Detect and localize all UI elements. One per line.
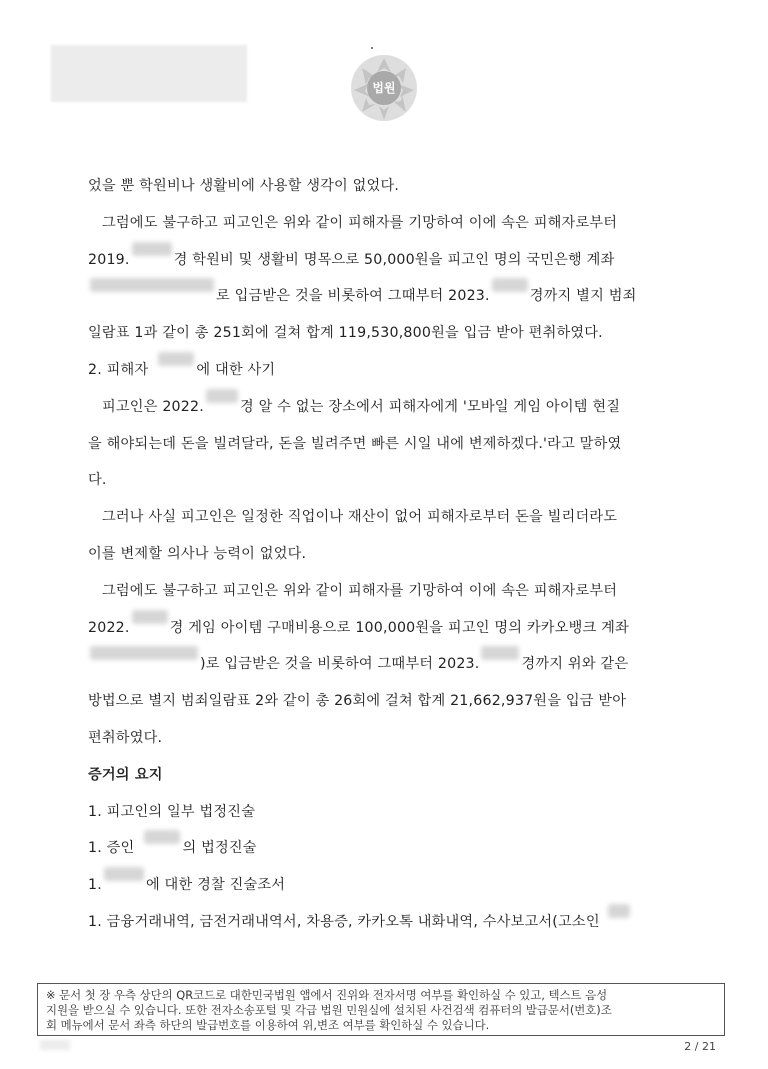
evidence-item — [88, 830, 688, 867]
redacted-date — [206, 389, 238, 403]
text-segment: 에 대한 경찰 진술조서 — [145, 877, 286, 894]
text-segment: 2022. — [88, 619, 130, 636]
text-line — [88, 499, 688, 536]
text-segment: )로 입금받은 것을 비롯하여 그때부터 2023. — [200, 656, 480, 673]
text-segment: 1. 금융거래내역, 금전거래내역서, 차용증, 카카오톡 내화내역, 수사보고서(고소인 — [88, 913, 600, 930]
text-segment: 경까지 별지 범죄 — [529, 288, 637, 305]
notice-line: 지원을 받으실 수 있습니다. 또한 전자소송포털 및 각급 법원 민원실에 설치된 사건검색 컴퓨터의 발급문서(번호)조 — [46, 1003, 612, 1018]
page-number: 2 / 21 — [684, 1040, 716, 1053]
text-segment: 경 알 수 없는 장소에서 피해자에게 '모바일 게임 아이템 현질 — [239, 398, 621, 415]
text-line — [88, 462, 688, 499]
text-line — [88, 720, 688, 757]
redacted-account — [90, 646, 198, 660]
court-seal-logo — [346, 50, 422, 126]
text-segment: 피고인은 2022. — [102, 398, 204, 415]
text-line — [88, 610, 688, 647]
text-segment: 로 입금받은 것을 비롯하여 그때부터 2023. — [216, 288, 490, 305]
text-line — [88, 646, 688, 683]
redacted-account — [90, 278, 214, 292]
text-segment: 이를 변제할 의사나 능력이 없었다. — [88, 545, 307, 562]
redacted-name — [104, 867, 144, 881]
text-line — [88, 205, 688, 242]
redacted-issue-number — [40, 1040, 70, 1050]
text-segment: 에 대한 사기 — [196, 361, 276, 378]
text-segment: 증거의 요지 — [88, 766, 163, 783]
notice-line: 회 메뉴에서 문서 좌측 하단의 발급번호를 이용하여 위,변조 여부를 확인하실 수 있습니다. — [46, 1018, 490, 1033]
text-line — [88, 573, 688, 610]
text-segment: 그러나 사실 피고인은 일정한 직업이나 재산이 없어 피해자로부터 돈을 빌리더라도 — [102, 509, 618, 526]
text-segment: 을 해야되는데 돈을 빌려달라, 돈을 빌려주면 빠른 시일 내에 변제하겠다.'라고 말하였 — [88, 435, 622, 452]
text-segment: 경 학원비 및 생활비 명목으로 50,000원을 피고인 명의 국민은행 계좌 — [173, 251, 615, 268]
evidence-item — [88, 904, 688, 941]
text-line — [88, 536, 688, 573]
text-segment: 었을 뿐 학원비나 생활비에 사용할 생각이 없었다. — [88, 178, 400, 194]
text-segment: 1. 증인 — [88, 840, 135, 857]
redacted-date — [492, 278, 528, 292]
text-line — [88, 426, 688, 463]
redacted-date — [132, 610, 168, 624]
redacted-qr-area — [51, 45, 247, 102]
notice-line: ※ 문서 첫 장 우측 상단의 QR코드로 대한민국법원 앱에서 진위와 전자서명 여부를 확인하실 수 있고, 텍스트 음성 — [46, 988, 608, 1002]
text-line — [88, 168, 688, 205]
evidence-item — [88, 867, 688, 904]
redacted-name — [608, 904, 630, 918]
text-line — [88, 278, 688, 315]
section-heading — [88, 352, 688, 389]
text-segment: 2019. — [88, 251, 130, 268]
judgment-body — [88, 168, 688, 941]
seal-label: 법원 — [372, 81, 396, 95]
verification-notice — [37, 983, 725, 1036]
text-segment: 다. — [88, 472, 107, 489]
text-segment: 그럼에도 불구하고 피고인은 위와 같이 피해자를 기망하여 이에 속은 피해자로부터 — [102, 582, 618, 599]
text-segment: 그럼에도 불구하고 피고인은 위와 같이 피해자를 기망하여 이에 속은 피해자로부터 — [102, 214, 618, 231]
text-segment: 편취하였다. — [88, 729, 163, 746]
text-segment: 의 법정진술 — [182, 840, 257, 857]
text-segment: 경까지 위와 같은 — [521, 656, 629, 673]
evidence-heading — [88, 757, 688, 794]
text-segment: 1. 피고인의 일부 법정진술 — [88, 803, 256, 820]
redacted-name — [158, 352, 194, 366]
text-line — [88, 315, 688, 352]
text-line — [88, 683, 688, 720]
text-line — [88, 389, 688, 426]
text-segment: 경 게임 아이템 구매비용으로 100,000원을 피고인 명의 카카오뱅크 계좌 — [169, 619, 629, 636]
redacted-name — [144, 830, 180, 844]
evidence-item — [88, 794, 688, 831]
text-segment: 방법으로 별지 범죄일람표 2와 같이 총 26회에 걸쳐 합계 21,662,937원을 입금 받아 — [88, 693, 627, 710]
decorative-dot — [371, 47, 373, 49]
redacted-date — [132, 242, 172, 256]
text-line — [88, 242, 688, 279]
redacted-date — [481, 646, 519, 660]
text-segment: 2. 피해자 — [88, 361, 149, 378]
text-segment: 일람표 1과 같이 총 251회에 걸쳐 합계 119,530,800원을 입금 받아 편취하였다. — [88, 325, 603, 342]
text-segment: 1. — [88, 877, 102, 894]
